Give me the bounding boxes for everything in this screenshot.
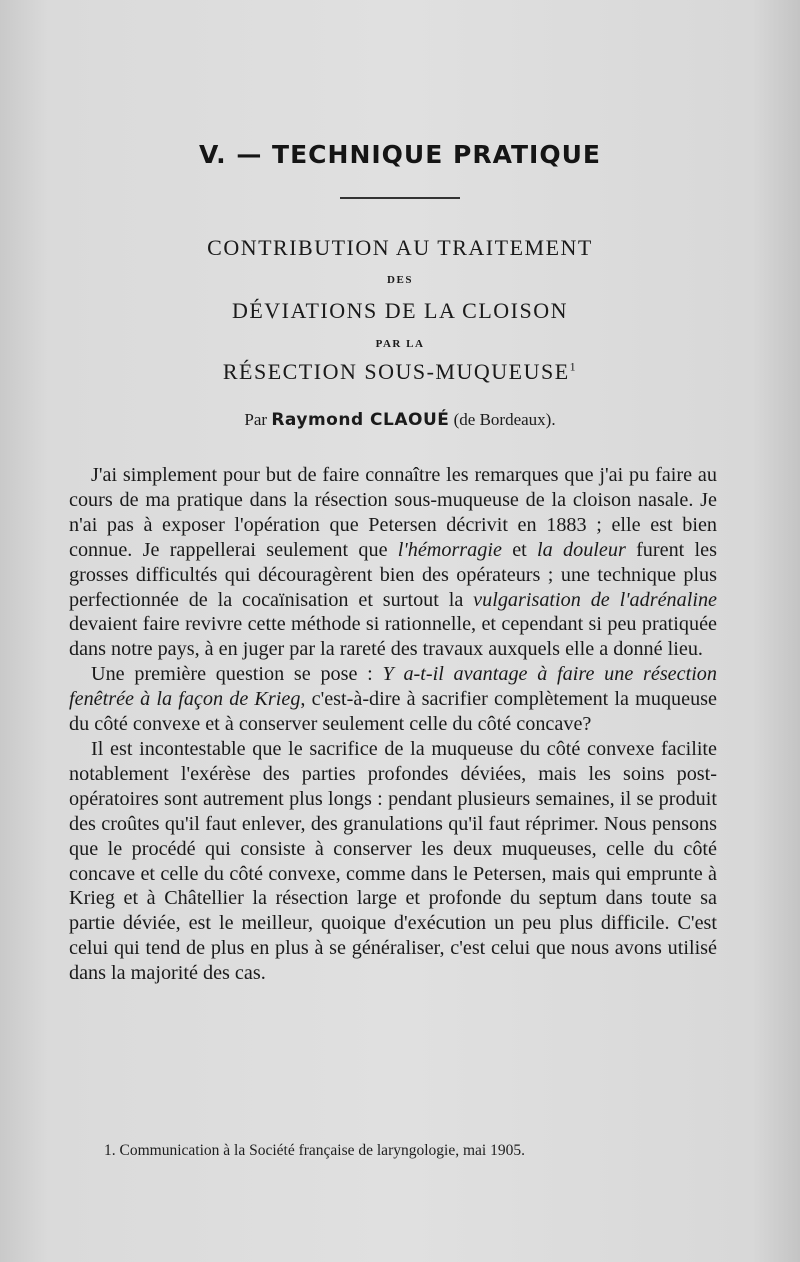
article-body	[69, 463, 717, 986]
footnote-marker: 1	[569, 359, 578, 374]
section-title: V. — TECHNIQUE PRATIQUE	[199, 140, 601, 169]
author-affiliation: (de Bordeaux).	[453, 410, 556, 429]
article-title-des: DES	[387, 274, 413, 286]
author-name: Raymond CLAOUÉ	[271, 410, 450, 430]
article-title-line-2: DÉVIATIONS DE LA CLOISON	[231, 298, 569, 323]
paragraph-2: Une première question se pose : Y a-t-il avantage à faire une résection fenêtrée à la façon de Krieg, c'est-à-dire à sacrifier complètement la muqueuse du côté convexe et à conserver seulement celle du côté concave?	[69, 663, 718, 736]
footnote-text: Communication à la Société française de laryngologie, mai 1905.	[119, 1142, 525, 1159]
footnote-number: 1.	[104, 1142, 116, 1159]
article-title-line-3: RÉSECTION SOUS-MUQUEUSE$^1$	[222, 359, 578, 384]
paragraph-3: Il est incontestable que le sacrifice de la muqueuse du côté convexe facilite notablement l'exérèse des parties profondes déviées, mais les soins post-opératoires sont autrement plus longs : pendant plusieurs semaines, il se produit des croûtes qu'il faut enlever, des granulations qu'il faut réprimer. Nous pensons que le procédé qui consiste à conserver les deux muqueuses, celle du côté concave et celle du côté convexe, comme dans le Petersen, mais qui emprunte à Krieg et à Châtellier la résection large et profonde du septum dans toute sa partie déviée, est le meilleur, quoique d'exécution un peu plus difficile. C'est celui qui tend de plus en plus à se généraliser, c'est celui que nous avons utilisé dans la majorité des cas.	[69, 737, 717, 985]
byline: Par Raymond CLAOUÉ (de Bordeaux).	[244, 410, 556, 430]
article-title-line-1: CONTRIBUTION AU TRAITEMENT	[207, 235, 593, 260]
title-rule	[340, 197, 460, 199]
article-title-par-la: PAR LA	[375, 338, 425, 350]
paragraph-1: J'ai simplement pour but de faire connaître les remarques que j'ai pu faire au cours de ma pratique dans la résection sous-muqueuse de la cloison nasale. Je n'ai pas à exposer l'opération que Petersen décrivit en 1883 ; elle est bien connue. Je rappellerai seulement que l'hémorragie et la douleur furent les grosses difficultés qui découragèrent bien des opérateurs ; une technique plus perfectionnée de la cocaïnisation et surtout la vulgarisation de l'adrénaline devaient faire revivre cette méthode si rationnelle, et cependant si peu pratiquée dans notre pays, à en juger par la rareté des travaux auxquels elle a donné lieu.	[69, 464, 717, 661]
footnote	[104, 1142, 724, 1160]
